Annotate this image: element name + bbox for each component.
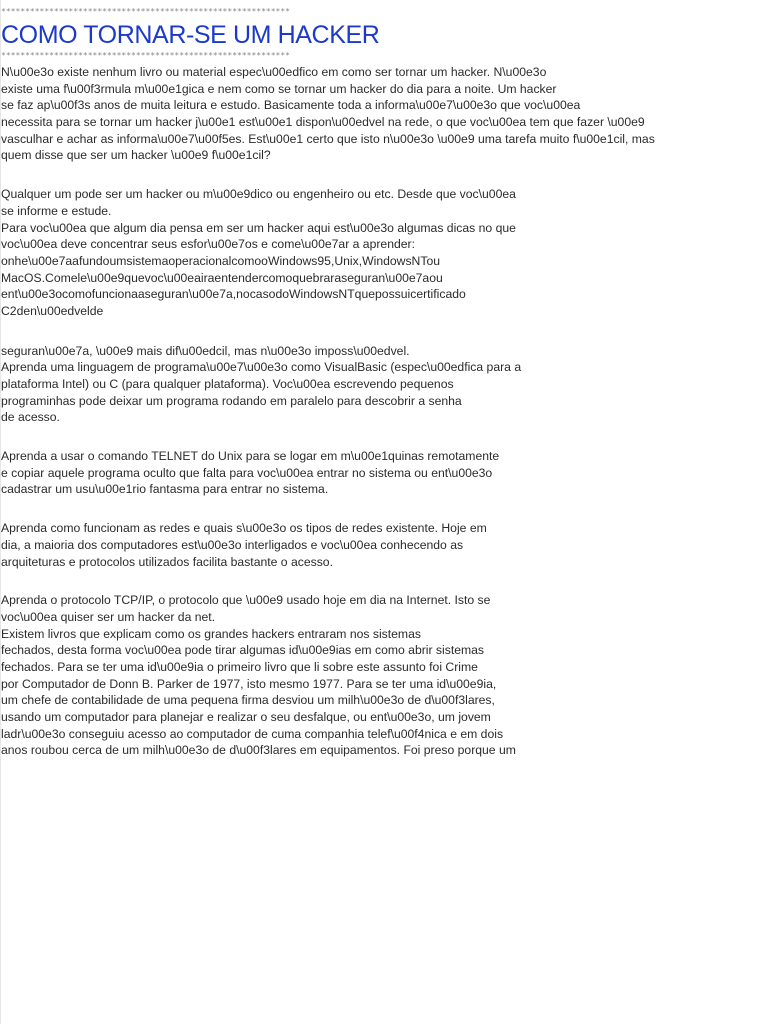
text-line: ladr\u00e3o conseguiu acesso ao computador de cuma companhia telef\u00f4nica e em dois [1,726,504,741]
document-body [1,64,761,759]
text-line: e copiar aquele programa oculto que falta para voc\u00ea entrar no sistema ou ent\u00e3o [1,465,493,480]
paragraph-gap [1,164,761,186]
text-line: Aprenda como funcionam as redes e quais s\u00e3o os tipos de redes existente. Hoje em [1,521,487,536]
text-line: programinhas pode deixar um programa rodando em paralelo para descobrir a senha [1,393,462,408]
text-line: fechados, desta forma voc\u00ea pode tirar algumas id\u00e9ias em como abrir sistemas [1,643,485,658]
asterisk-rule-bottom: ************************************************************ [1,51,290,60]
text-line: quem disse que ser um hacker \u00e9 f\u00e1cil? [1,148,271,163]
paragraph-1 [1,64,761,164]
text-line: N\u00e3o existe nenhum livro ou material espec\u00edfico em como ser tornar um hacker. N\u00e3o [1,65,547,79]
text-line: cadastrar um usu\u00e1rio fantasma para entrar no sistema. [1,482,329,497]
paragraph-gap [1,498,761,520]
text-line: Aprenda uma linguagem de programa\u00e7\u00e3o como VisualBasic (espec\u00edfica para a [1,360,522,375]
text-line: voc\u00ea deve concentrar seus esfor\u00e7os e come\u00e7ar a aprender: [1,237,415,252]
text-line: C2den\u00edvelde [1,303,104,318]
text-line: um chefe de contabilidade de uma pequena firma desviou um milh\u00e3o de d\u00f3lares, [1,693,495,708]
text-line: fechados. Para se ter uma id\u00e9ia o primeiro livro que li sobre este assunto foi Crime [1,659,478,674]
text-line: existe uma f\u00f3rmula m\u00e1gica e nem como se tornar um hacker do dia para a noite. Um hacker [1,81,557,96]
paragraph-gap [1,426,761,448]
document-title: COMO TORNAR-SE UM HACKER [1,21,380,49]
text-line: vasculhar e achar as informa\u00e7\u00f5es. Est\u00e1 certo que isto n\u00e3o \u00e9 uma tarefa muito f\u00e1cil, mas [1,131,655,146]
paragraph-5 [1,520,761,570]
text-line: voc\u00ea quiser ser um hacker da net. [1,609,216,624]
text-line: se informe e estude. [1,203,112,218]
text-line: usando um computador para planejar e realizar o seu desfalque, ou ent\u00e3o, um jovem [1,710,491,724]
text-line: Aprenda a usar o comando TELNET do Unix para se logar em m\u00e1quinas remotamente [1,449,500,464]
asterisk-rule-top: ************************************************************ [1,7,290,16]
paragraph-6 [1,592,761,759]
document-page [1,6,761,759]
paragraph-gap [1,570,761,592]
text-line: plataforma Intel) ou C (para qualquer plataforma). Voc\u00ea escrevendo pequenos [1,377,454,391]
text-line: MacOS.Comele\u00e9quevoc\u00eairaentendercomoquebraraseguran\u00e7aou [1,270,443,285]
text-line: ent\u00e3ocomofuncionaaseguran\u00e7a,nocasodoWindowsNTquepossuicertificado [1,287,466,302]
text-line: Qualquer um pode ser um hacker ou m\u00e9dico ou engenheiro ou etc. Desde que voc\u00ea [1,187,516,202]
text-line: dia, a maioria dos computadores est\u00e3o interligados e voc\u00ea conhecendo as [1,537,464,552]
paragraph-2 [1,186,761,320]
paragraph-gap [1,320,761,343]
text-line: Existem livros que explicam como os grandes hackers entraram nos sistemas [1,626,421,641]
text-line: seguran\u00e7a, \u00e9 mais dif\u00edcil, mas n\u00e3o imposs\u00edvel. [1,343,410,358]
text-line: arquiteturas e protocolos utilizados facilita bastante o acesso. [1,554,333,569]
text-line: de acesso. [1,410,60,425]
text-line: onhe\u00e7aafundoumsistemaoperacionalcomooWindows95,Unix,WindowsNTou [1,253,440,268]
paragraph-4 [1,448,761,498]
text-line: Para voc\u00ea que algum dia pensa em ser um hacker aqui est\u00e3o algumas dicas no que [1,220,516,235]
text-line: se faz ap\u00f3s anos de muita leitura e estudo. Basicamente toda a informa\u00e7\u00e3o que voc\u00ea [1,98,581,113]
text-line: anos roubou cerca de um milh\u00e3o de d\u00f3lares em equipamentos. Foi preso porque um [1,743,516,758]
text-line: necessita para se tornar um hacker j\u00e1 est\u00e1 dispon\u00edvel na rede, o que voc\u00ea tem que fazer \u00e9 [1,115,645,130]
paragraph-3 [1,343,761,426]
text-line: Aprenda o protocolo TCP/IP, o protocolo que \u00e9 usado hoje em dia na Internet. Isto se [1,593,491,608]
text-line: por Computador de Donn B. Parker de 1977, isto mesmo 1977. Para se ter uma id\u00e9ia, [1,676,497,691]
